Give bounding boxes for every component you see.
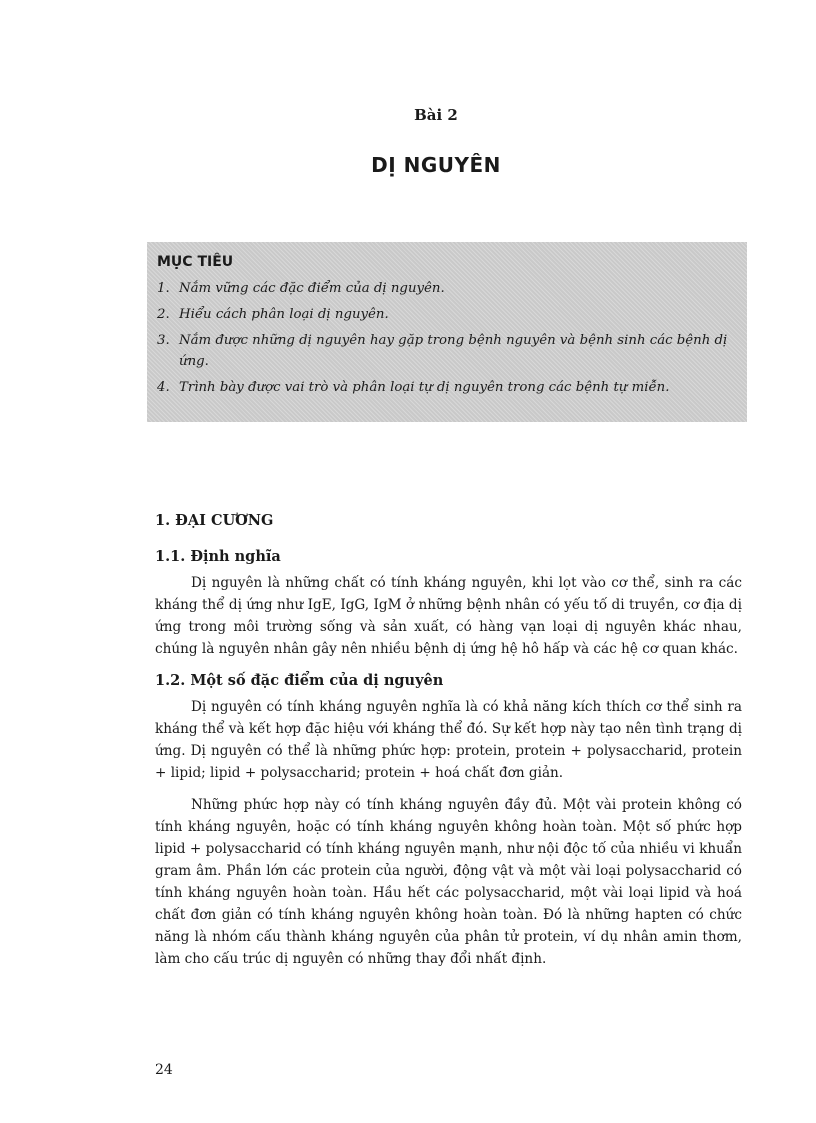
subsection-heading: 1.2. Một số đặc điểm của dị nguyên: [155, 672, 444, 689]
objective-item: [157, 330, 737, 372]
objective-item: [157, 278, 737, 299]
objective-number: 1.: [157, 281, 170, 296]
main-content: [155, 510, 742, 980]
page-number: 24: [155, 1062, 173, 1078]
paragraph: Những phức hợp này có tính kháng nguyên đầy đủ. Một vài protein không có tính kháng nguyên, hoặc có tính kháng nguyên không hoàn toàn. Một số phức hợp lipid + polysaccharid có tính kháng nguyên mạnh, như nội độc tố của nhiều vi khuẩn gram âm. Phần lớn các protein của người, động vật và một vài loại polysaccharid có tính kháng nguyên hoàn toàn. Hầu hết các polysaccharid, một vài loại lipid và hoá chất đơn giản có tính kháng nguyên không hoàn toàn. Đó là những hapten có chức năng là nhóm cấu thành kháng nguyên của phân tử protein, ví dụ nhân amin thơm, làm cho cấu trúc dị nguyên có những thay đổi nhất định.: [155, 797, 742, 967]
paragraph: Dị nguyên có tính kháng nguyên nghĩa là có khả năng kích thích cơ thể sinh ra kháng thể và kết hợp đặc hiệu với kháng thể đó. Sự kết hợp này tạo nên tình trạng dị ứng. Dị nguyên có thể là những phức hợp: protein, protein + polysaccharid, protein + lipid; lipid + polysaccharid; protein + hoá chất đơn giản.: [155, 699, 742, 781]
objective-number: 4.: [157, 380, 170, 395]
objectives-heading: MỤC TIÊU: [157, 254, 234, 270]
objective-item: [157, 304, 737, 325]
objectives-box: [147, 242, 747, 422]
section-heading: 1. ĐẠI CƯƠNG: [155, 512, 274, 529]
objective-text: Trình bày được vai trò và phân loại tự dị nguyên trong các bệnh tự miễn.: [179, 380, 670, 395]
subsection-heading: 1.1. Định nghĩa: [155, 548, 281, 565]
lesson-label: Bài 2: [414, 106, 458, 124]
paragraph: Dị nguyên là những chất có tính kháng nguyên, khi lọt vào cơ thể, sinh ra các kháng thể dị ứng như IgE, IgG, IgM ở những bệnh nhân có yếu tố di truyền, cơ địa dị ứng trong môi trường sống và sản xuất, có hàng vạn loại dị nguyên khác nhau, chúng là nguyên nhân gây nên nhiều bệnh dị ứng hệ hô hấp và các hệ cơ quan khác.: [155, 575, 742, 657]
objective-number: 2.: [157, 307, 170, 322]
objective-text: Hiểu cách phân loại dị nguyên.: [179, 307, 389, 322]
objective-number: 3.: [157, 333, 170, 348]
objective-text: Nắm vững các đặc điểm của dị nguyên.: [179, 281, 445, 296]
objective-text: Nắm được những dị nguyên hay gặp trong bệnh nguyên và bệnh sinh các bệnh dị ứng.: [179, 333, 728, 369]
chapter-title: DỊ NGUYÊN: [371, 153, 501, 177]
objective-item: [157, 377, 737, 398]
